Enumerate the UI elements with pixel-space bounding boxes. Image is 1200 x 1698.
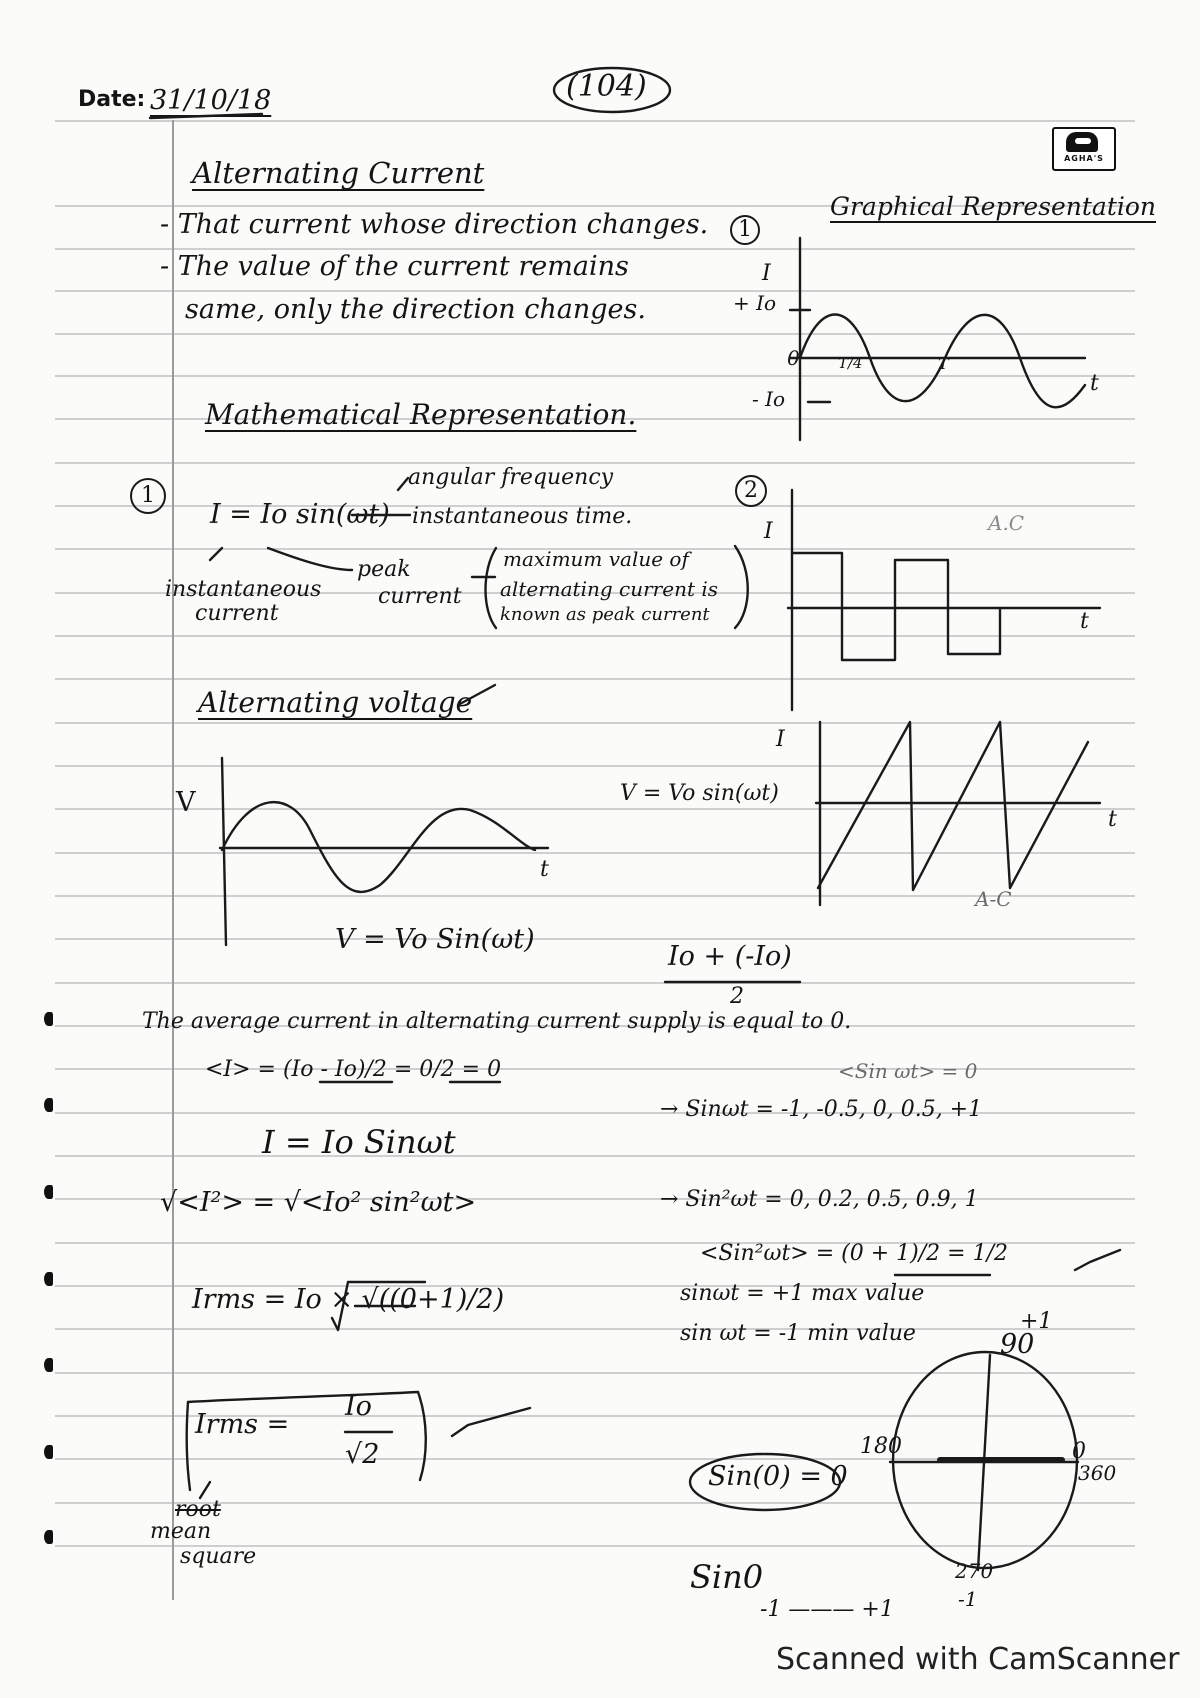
sin-zero-oval <box>690 1454 840 1510</box>
page-number: (104) <box>566 69 647 104</box>
peak-definition-line: alternating current is <box>500 577 719 601</box>
sin-range-scale: -1 ——— +1 <box>760 1597 894 1622</box>
voltage-time-axis-label: t <box>540 857 549 882</box>
graph3-y-label: I <box>776 727 785 752</box>
voltage-formula-below: V = Vo Sin(ωt) <box>335 924 535 955</box>
circle-label-plus1: +1 <box>1020 1309 1053 1334</box>
irms-box-left <box>187 1402 190 1490</box>
sin-label: Sin0 <box>690 1558 764 1596</box>
peak-current-label: peak <box>357 557 411 582</box>
voltage-axis-label: V <box>176 787 196 818</box>
voltage-y-axis <box>222 758 226 945</box>
page-number-oval <box>554 68 670 112</box>
graph1-peak-label: + Io <box>733 291 777 315</box>
irms-box-top <box>188 1392 418 1402</box>
bracket-right <box>735 546 748 628</box>
section-title-alternating-current: Alternating Current <box>192 156 485 190</box>
ac-definition-line: - The value of the current remains <box>160 251 629 282</box>
circle-label-minus1: -1 <box>958 1587 978 1611</box>
graph3-x-label: t <box>1108 807 1117 832</box>
graph-number-2: 2 <box>735 475 767 507</box>
graph1-x-label: t <box>1090 371 1099 396</box>
circle-label-0: 0 <box>1072 1439 1086 1464</box>
average-sin-note: <Sin ωt> = 0 <box>838 1059 978 1083</box>
graph-number-1: 1 <box>730 215 760 245</box>
graph3-tag: A-C <box>975 887 1012 911</box>
voltage-formula-right: V = Vo sin(ωt) <box>620 781 779 806</box>
graph2-y-label: I <box>764 519 773 544</box>
angular-arrow <box>398 478 408 490</box>
rms-arrow <box>200 1482 210 1498</box>
sin-zero-note: Sin(0) = 0 <box>708 1461 848 1492</box>
graph2-x-label: t <box>1080 609 1089 634</box>
current-equation: I = Io sin(ωt) <box>210 499 390 530</box>
instantaneous-arrow <box>210 548 222 560</box>
peak-arrow <box>268 548 352 570</box>
average-expression-top: Io + (-Io) <box>668 941 792 972</box>
scanner-watermark: Scanned with CamScanner <box>776 1642 1180 1677</box>
irms-boxed-numerator: Io <box>345 1391 372 1422</box>
graph2-square-wave <box>792 553 1000 660</box>
root-mean-square-label: mean <box>150 1519 212 1544</box>
sin2-check-mark <box>1075 1250 1120 1270</box>
irms-equation: Irms = Io × √((0+1)/2) <box>192 1284 505 1315</box>
root-mean-square-label: square <box>180 1544 257 1569</box>
irms-boxed-denominator: √2 <box>345 1439 380 1470</box>
peak-definition-line: maximum value of <box>503 547 689 571</box>
circle-label-270: 270 <box>955 1559 994 1583</box>
sin-values-list: → Sinωt = -1, -0.5, 0, 0.5, +1 <box>660 1097 983 1122</box>
peak-current-label: current <box>378 584 462 609</box>
circle-label-90: 90 <box>1000 1329 1035 1360</box>
graph1-quarter-label: T/4 <box>838 354 863 372</box>
math-representation-title: Mathematical Representation. <box>205 398 637 431</box>
sin-min-value-line: sin ωt = -1 min value <box>680 1321 916 1346</box>
average-expression-denominator: 2 <box>730 984 744 1009</box>
angular-frequency-note: angular frequency <box>408 465 614 490</box>
sin-max-value-line: sinωt = +1 max value <box>680 1281 925 1306</box>
graph3-sawtooth-wave <box>818 722 1088 890</box>
average-current-equation: <I> = (Io - Io)/2 = 0/2 = 0 <box>205 1057 502 1082</box>
irms-check-mark <box>452 1408 530 1436</box>
date-underline <box>150 114 262 118</box>
ac-definition-line: - That current whose direction changes. <box>160 209 709 240</box>
equation-number-1: 1 <box>130 478 166 514</box>
logo-text: AGHA'S <box>1064 154 1104 163</box>
alternating-voltage-title: Alternating voltage <box>198 686 473 719</box>
circle-label-180: 180 <box>860 1434 902 1459</box>
peak-definition-line: known as peak current <box>500 604 710 625</box>
irms-boxed-left: Irms = <box>195 1409 290 1440</box>
graph1-origin-label: 0 <box>787 346 800 370</box>
instantaneous-current-formula: I = Io Sinωt <box>262 1123 456 1161</box>
average-sin-squared: <Sin²ωt> = (0 + 1)/2 = 1/2 <box>700 1241 1008 1266</box>
graph2-tag: A.C <box>988 511 1025 535</box>
instantaneous-current-label: current <box>195 601 279 626</box>
date-value: 31/10/18 <box>150 85 272 116</box>
circle-label-360: 360 <box>1078 1461 1117 1485</box>
rms-sqrt-equation: √<I²> = √<Io² sin²ωt> <box>160 1187 477 1218</box>
average-current-statement: The average current in alternating current supply is equal to 0. <box>142 1009 852 1034</box>
graph1-negative-peak-label: - Io <box>752 387 786 411</box>
graph1-y-label: I <box>762 261 771 286</box>
root-label-struck: root <box>175 1497 221 1522</box>
instantaneous-time-note: instantaneous time. <box>412 504 633 529</box>
graphical-representation-title: Graphical Representation <box>830 192 1157 221</box>
bracket-left <box>486 548 497 628</box>
sin-squared-values: → Sin²ωt = 0, 0.2, 0.5, 0.9, 1 <box>660 1187 979 1212</box>
voltage-check-mark <box>458 685 495 705</box>
graph1-period-label: T <box>938 354 949 373</box>
graph1-sine-wave <box>800 315 1085 408</box>
instantaneous-current-label: instantaneous <box>165 577 322 602</box>
ac-definition-line: same, only the direction changes. <box>185 294 646 325</box>
date-label: Date: <box>78 87 146 112</box>
irms-box-right <box>418 1392 426 1480</box>
